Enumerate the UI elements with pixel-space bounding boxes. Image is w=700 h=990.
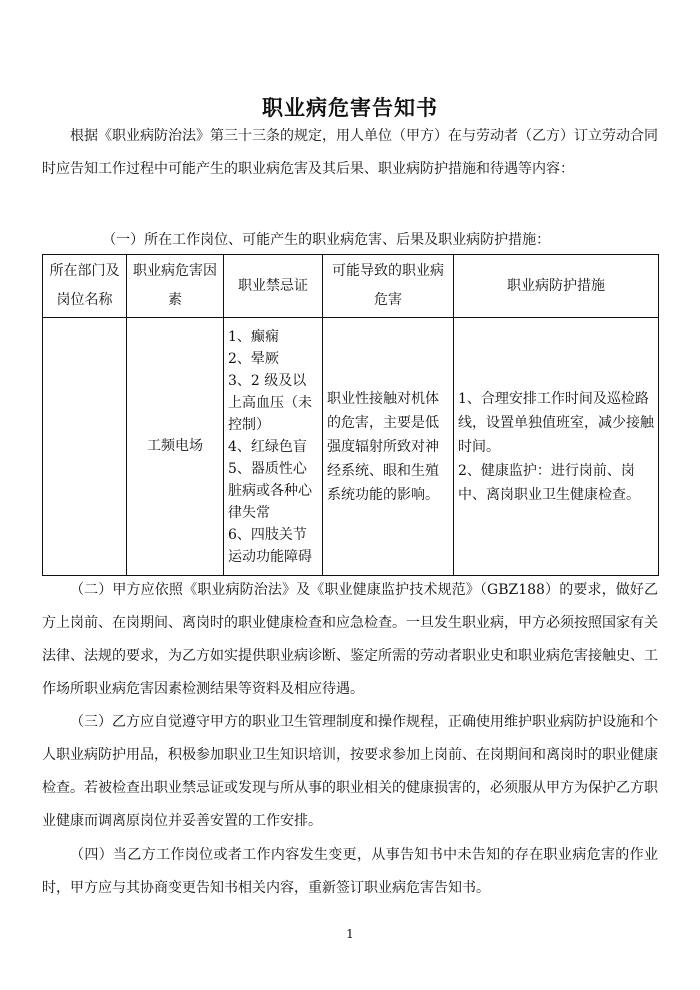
header-factor: 职业病危害因素 <box>127 255 224 318</box>
document-title: 职业病危害告知书 <box>262 96 438 120</box>
contraindication-item: 2、晕厥 <box>228 350 279 367</box>
cell-department <box>43 318 127 576</box>
measure-item: 1、合理安排工作时间及巡检路线，设置单独值班室，减少接触时间。 <box>458 390 654 455</box>
contraindication-item: 3、2 级及以上高血压（未控制） <box>228 372 312 433</box>
table-header-row <box>43 255 659 318</box>
contraindication-item: 5、器质性心脏病或各种心律失常 <box>228 460 312 521</box>
header-department: 所在部门及岗位名称 <box>43 255 127 318</box>
header-measures: 职业病防护措施 <box>454 255 659 318</box>
header-harm: 可能导致的职业病危害 <box>323 255 454 318</box>
contraindication-item: 4、红绿色盲 <box>228 438 307 455</box>
cell-factor: 工频电场 <box>127 318 224 576</box>
measure-item: 2、健康监护：进行岗前、岗中、离岗职业卫生健康检查。 <box>458 462 640 503</box>
page-number: 1 <box>346 927 354 941</box>
cell-harm: 职业性接触对机体的危害，主要是低强度辐射所致对神经系统、眼和生殖系统功能的影响。 <box>323 318 454 576</box>
cell-measures <box>454 318 659 576</box>
section4-paragraph: （四）当乙方工作岗位或者工作内容发生变更，从事告知书中未告知的存在职业病危害的作业时，甲方应与其协商变更告知书相关内容，重新签订职业病危害告知书。 <box>42 847 658 896</box>
header-contraindication: 职业禁忌证 <box>224 255 323 318</box>
section1-heading: （一）所在工作岗位、可能产生的职业病危害、后果及职业病防护措施： <box>102 232 551 248</box>
hazard-table <box>42 254 659 576</box>
section3-paragraph: （三）乙方应自觉遵守甲方的职业卫生管理制度和操作规程，正确使用维护职业病防护设施和个人职业病防护用品，积极参加职业卫生知识培训，按要求参加上岗前、在岗期间和离岗时的职业健康检查。若被检查出职业禁忌证或发现与所从事的职业相关的健康损害的，必须服从甲方为保护乙方职业健康而调离原岗位并妥善安置的工作安排。 <box>42 714 658 829</box>
section2-paragraph: （二）甲方应依照《职业病防治法》及《职业健康监护技术规范》（GBZ188）的要求，做好乙方上岗前、在岗期间、离岗时的职业健康检查和应急检查。一旦发生职业病，甲方必须按照国家有关法律、法规的要求，为乙方如实提供职业病诊断、鉴定所需的劳动者职业史和职业病危害接触史、工作场所职业病危害因素检测结果等资料及相应待遇。 <box>42 582 658 697</box>
contraindication-item: 1、癫痫 <box>228 328 279 345</box>
table-row <box>43 318 659 576</box>
contraindication-item: 6、四肢关节运动功能障碍 <box>228 526 312 565</box>
intro-paragraph: 根据《职业病防治法》第三十三条的规定，用人单位（甲方）在与劳动者（乙方）订立劳动合同时应告知工作过程中可能产生的职业病危害及其后果、职业病防护措施和待遇等内容： <box>42 128 658 177</box>
cell-contraindications <box>224 318 323 576</box>
